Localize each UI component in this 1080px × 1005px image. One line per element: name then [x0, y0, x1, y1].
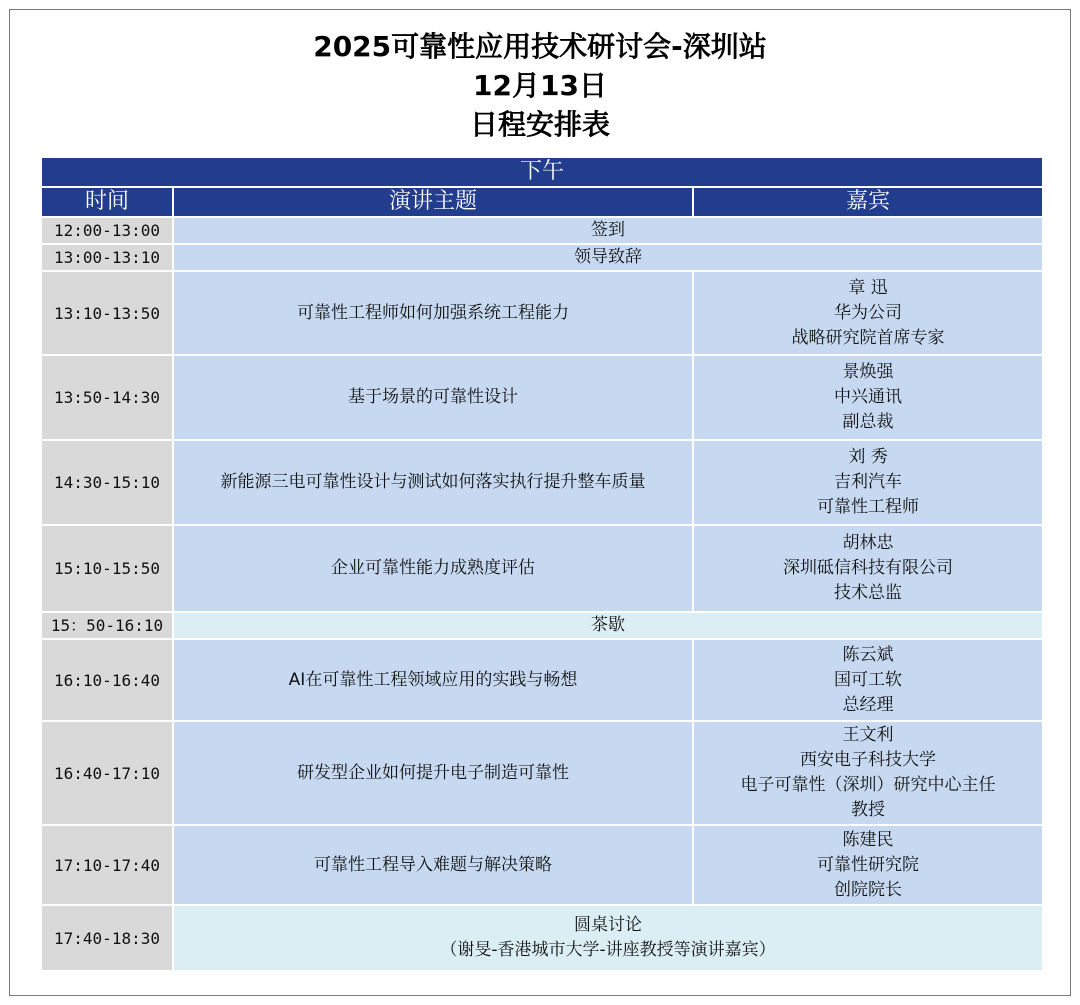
- table-row: [41, 612, 1043, 639]
- speaker-org: 西安电子科技大学: [800, 750, 937, 770]
- topic-cell: 可靠性工程导入难题与解决策略: [173, 825, 693, 905]
- frame-border: [1070, 9, 1071, 996]
- table-row: [41, 525, 1043, 612]
- speaker-org: 可靠性研究院: [817, 854, 920, 875]
- speaker-title: 创院院长: [834, 879, 903, 900]
- session-band-row: [41, 157, 1043, 187]
- time-cell: 13:50-14:30: [41, 355, 173, 440]
- speaker-name: 章 迅: [848, 277, 888, 298]
- frame-border: [9, 995, 1071, 996]
- schedule-title: 日程安排表: [469, 108, 610, 141]
- table-row: [41, 639, 1043, 721]
- time-cell: 16:10-16:40: [41, 639, 173, 721]
- session-label: 下午: [41, 157, 1043, 187]
- speaker-cell: [693, 271, 1043, 355]
- event-date: 12月13日: [473, 69, 607, 102]
- speaker-cell: [693, 355, 1043, 440]
- speaker-name: 陈云斌: [842, 644, 894, 665]
- speaker-cell: [693, 525, 1043, 612]
- time-cell: 13:10-13:50: [41, 271, 173, 355]
- speaker-cell: [693, 825, 1043, 905]
- time-cell: 16:40-17:10: [41, 721, 173, 825]
- time-cell: 17:10-17:40: [41, 825, 173, 905]
- table-row: [41, 905, 1043, 971]
- table-row: [41, 271, 1043, 355]
- speaker-cell: [693, 639, 1043, 721]
- topic-cell: 研发型企业如何提升电子制造可靠性: [173, 721, 693, 825]
- roundtable-guests: （谢旻-香港城市大学-讲座教授等演讲嘉宾）: [440, 940, 776, 960]
- header-topic: 演讲主题: [173, 187, 693, 217]
- topic-cell: AI在可靠性工程领域应用的实践与畅想: [173, 639, 693, 721]
- event-title: 2025可靠性应用技术研讨会-深圳站: [313, 30, 767, 63]
- speaker-org: 吉利汽车: [834, 472, 903, 492]
- speaker-cell: [693, 440, 1043, 525]
- merged-cell: [173, 905, 1043, 971]
- speaker-title: 总经理: [842, 694, 894, 715]
- table-row: [41, 217, 1043, 244]
- topic-cell: 可靠性工程师如何加强系统工程能力: [173, 271, 693, 355]
- speaker-name: 景焕强: [842, 362, 894, 382]
- speaker-title: 电子可靠性（深圳）研究中心主任: [740, 775, 996, 795]
- speaker-org: 深圳砥信科技有限公司: [783, 558, 954, 578]
- speaker-title: 技术总监: [834, 583, 903, 603]
- speaker-name: 刘 秀: [848, 447, 888, 467]
- table-row: [41, 440, 1043, 525]
- speaker-org: 国可工软: [834, 669, 903, 690]
- schedule-table: [40, 156, 1044, 972]
- topic-cell: 新能源三电可靠性设计与测试如何落实执行提升整车质量: [173, 440, 693, 525]
- table-row: [41, 355, 1043, 440]
- speaker-title: 战略研究院首席专家: [791, 327, 945, 348]
- header-time: 时间: [41, 187, 173, 217]
- merged-cell: 茶歇: [173, 612, 1043, 639]
- speaker-name: 王文利: [842, 725, 894, 745]
- speaker-name: 陈建民: [842, 829, 894, 850]
- time-cell: 15：50-16:10: [41, 612, 173, 639]
- speaker-name: 胡林忠: [842, 533, 894, 553]
- topic-cell: 企业可靠性能力成熟度评估: [173, 525, 693, 612]
- speaker-title: 可靠性工程师: [817, 497, 920, 517]
- speaker-title: 教授: [851, 800, 886, 820]
- topic-cell: 基于场景的可靠性设计: [173, 355, 693, 440]
- time-cell: 12:00-13:00: [41, 217, 173, 244]
- table-row: [41, 825, 1043, 905]
- roundtable-label: 圆桌讨论: [574, 915, 643, 935]
- frame-border: [9, 9, 10, 996]
- speaker-org: 中兴通讯: [834, 387, 903, 407]
- speaker-cell: [693, 721, 1043, 825]
- merged-cell: 领导致辞: [173, 244, 1043, 271]
- header-speaker: 嘉宾: [693, 187, 1043, 217]
- table-row: [41, 244, 1043, 271]
- header-row: [41, 187, 1043, 217]
- speaker-title: 副总裁: [842, 412, 894, 432]
- frame-border: [9, 9, 1071, 10]
- time-cell: 17:40-18:30: [41, 905, 173, 971]
- time-cell: 14:30-15:10: [41, 440, 173, 525]
- table-row: [41, 721, 1043, 825]
- merged-cell: 签到: [173, 217, 1043, 244]
- speaker-org: 华为公司: [834, 302, 903, 323]
- time-cell: 15:10-15:50: [41, 525, 173, 612]
- time-cell: 13:00-13:10: [41, 244, 173, 271]
